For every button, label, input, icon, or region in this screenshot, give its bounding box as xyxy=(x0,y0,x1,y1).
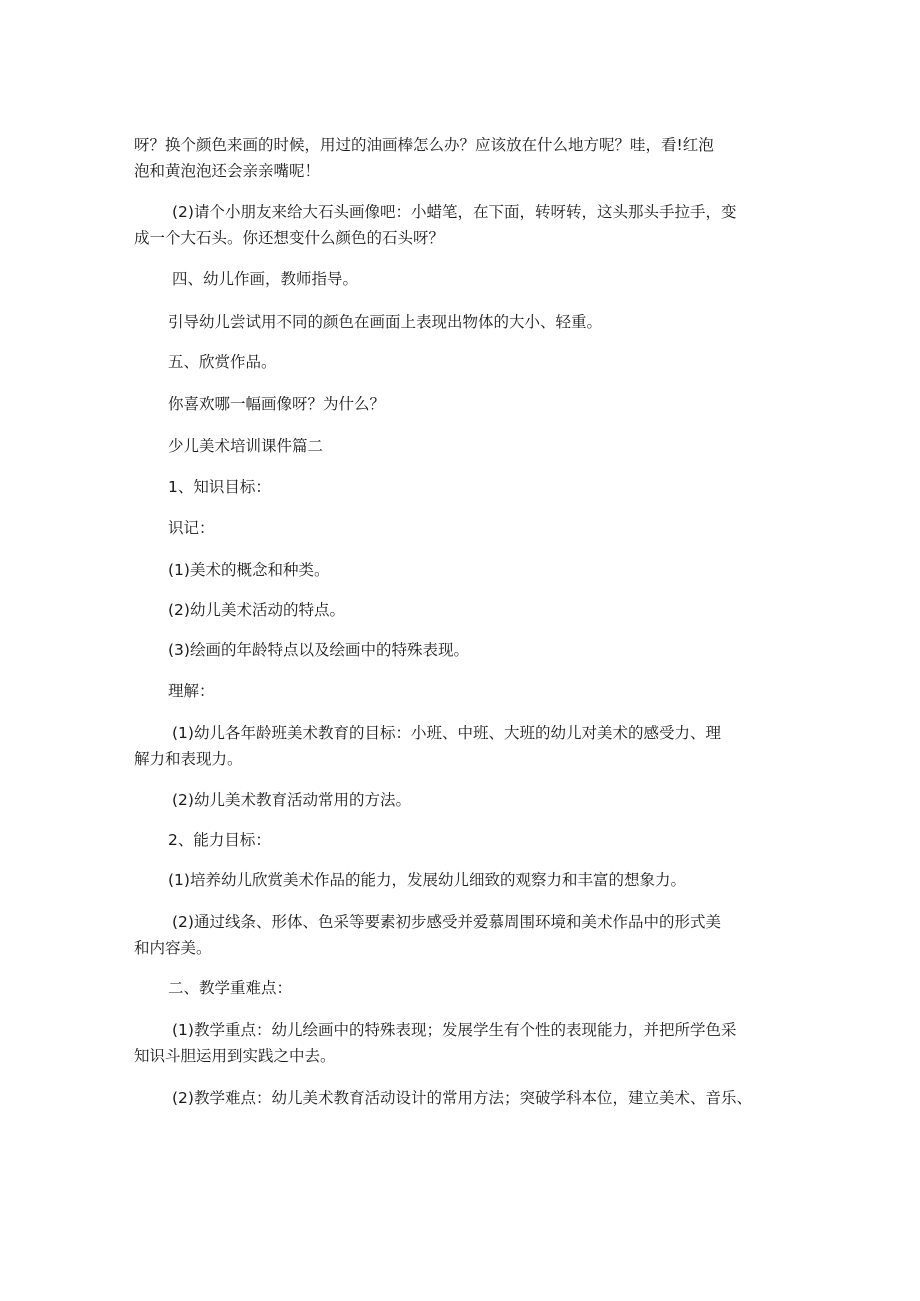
list-item: (2)幼儿美术教育活动常用的方法。 xyxy=(172,791,411,809)
list-item: (2)通过线条、形体、色采等要素初步感受并爱慕周围环境和美术作品中的形式美 xyxy=(172,913,721,931)
section-heading: 1、知识目标： xyxy=(168,478,271,496)
list-item: (2)幼儿美术活动的特点。 xyxy=(168,601,345,619)
section-heading: 五、欣赏作品。 xyxy=(168,353,277,371)
text-line: 成一个大石头。你还想变什么颜色的石头呀？ xyxy=(134,229,445,247)
list-item: (1)幼儿各年龄班美术教育的目标：小班、中班、大班的幼儿对美术的感受力、理 xyxy=(172,724,721,742)
text-line: 知识斗胆运用到实践之中去。 xyxy=(134,1047,336,1065)
list-item: (1)美术的概念和种类。 xyxy=(168,561,330,579)
text-line: 你喜欢哪一幅画像呀？为什么？ xyxy=(168,395,386,413)
section-heading: 2、能力目标： xyxy=(168,831,271,849)
text-line: 解力和表现力。 xyxy=(134,750,243,768)
list-item: (1)培养幼儿欣赏美术作品的能力，发展幼儿细致的观察力和丰富的想象力。 xyxy=(168,871,686,889)
section-heading: 四、幼儿作画，教师指导。 xyxy=(172,270,359,288)
text-line: (2)请个小朋友来给大石头画像吧：小蜡笔，在下面，转呀转，这头那头手拉手，变 xyxy=(172,203,737,221)
text-line: 呀？换个颜色来画的时候，用过的油画棒怎么办？应该放在什么地方呢？哇，看!红泡 xyxy=(134,136,714,154)
text-line: 和内容美。 xyxy=(134,939,212,957)
section-heading: 少儿美术培训课件篇二 xyxy=(168,437,324,455)
text-line: 识记： xyxy=(168,519,215,537)
text-line: 理解： xyxy=(168,682,215,700)
text-line: 泡和黄泡泡还会亲亲嘴呢！ xyxy=(134,162,321,180)
list-item: (2)教学难点：幼儿美术教育活动设计的常用方法；突破学科本位，建立美术、音乐、 xyxy=(172,1089,752,1107)
list-item: (1)教学重点：幼儿绘画中的特殊表现；发展学生有个性的表现能力，并把所学色采 xyxy=(172,1021,737,1039)
text-line: 引导幼儿尝试用不同的颜色在画面上表现出物体的大小、轻重。 xyxy=(168,313,603,331)
section-heading: 二、教学重难点： xyxy=(168,979,293,997)
list-item: (3)绘画的年龄特点以及绘画中的特殊表现。 xyxy=(168,641,469,659)
